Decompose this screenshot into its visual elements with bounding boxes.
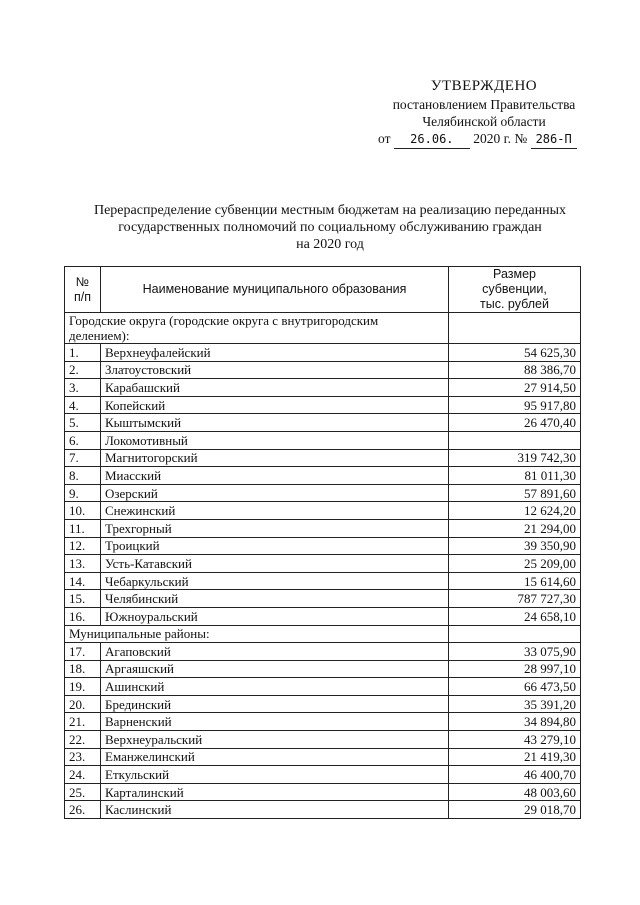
table-row — [65, 695, 581, 713]
header-amount-line-2: субвенции, — [482, 282, 547, 296]
section-urban-line-1: Городские округа (городские округа с внутригородским — [69, 313, 379, 328]
row-amount: 66 473,50 — [449, 678, 581, 696]
row-amount: 43 279,10 — [449, 731, 581, 749]
row-name: Еткульский — [101, 766, 449, 784]
table-row — [65, 590, 581, 608]
row-number: 10. — [65, 502, 101, 520]
approval-date: 26.06. — [394, 131, 470, 149]
row-number: 15. — [65, 590, 101, 608]
row-amount: 95 917,80 — [449, 396, 581, 414]
section-urban-line-2: делением): — [69, 328, 130, 343]
row-number: 13. — [65, 555, 101, 573]
approval-year: 2020 г. № — [473, 131, 528, 146]
table-row — [65, 766, 581, 784]
table-row — [65, 783, 581, 801]
row-amount: 28 997,10 — [449, 660, 581, 678]
row-number: 1. — [65, 344, 101, 362]
approval-line-1: постановлением Правительства — [392, 97, 576, 112]
row-name: Златоустовский — [101, 361, 449, 379]
row-number: 25. — [65, 783, 101, 801]
row-number: 19. — [65, 678, 101, 696]
row-amount: 46 400,70 — [449, 766, 581, 784]
row-name: Брединский — [101, 695, 449, 713]
table-row — [65, 344, 581, 362]
row-amount: 29 018,70 — [449, 801, 581, 819]
row-amount: 34 894,80 — [449, 713, 581, 731]
row-number: 17. — [65, 643, 101, 661]
row-name: Чебаркульский — [101, 572, 449, 590]
header-amount — [449, 267, 581, 313]
row-amount: 48 003,60 — [449, 783, 581, 801]
header-amount-line-3: тыс. рублей — [480, 297, 549, 311]
table-row — [65, 643, 581, 661]
approval-prefix: от — [378, 131, 391, 146]
header-name: Наименование муниципального образования — [101, 267, 449, 313]
approval-line-2: Челябинской области — [422, 114, 546, 129]
row-amount: 21 419,30 — [449, 748, 581, 766]
row-name: Локомотивный — [101, 431, 449, 449]
title-line-3: на 2020 год — [296, 237, 364, 252]
row-name: Троицкий — [101, 537, 449, 555]
section-row-urban-districts — [65, 313, 581, 344]
section-urban-districts — [65, 313, 449, 344]
row-name: Аргаяшский — [101, 660, 449, 678]
row-name: Каслинский — [101, 801, 449, 819]
row-number: 11. — [65, 519, 101, 537]
row-number: 16. — [65, 607, 101, 625]
table-row — [65, 396, 581, 414]
table-row — [65, 414, 581, 432]
row-amount: 54 625,30 — [449, 344, 581, 362]
row-amount: 319 742,30 — [449, 449, 581, 467]
row-name: Усть-Катавский — [101, 555, 449, 573]
table-row — [65, 801, 581, 819]
header-number-abbr: п/п — [73, 289, 91, 304]
section-urban-amount-empty — [449, 313, 581, 344]
table-row — [65, 555, 581, 573]
row-name: Еманжелинский — [101, 748, 449, 766]
row-number: 14. — [65, 572, 101, 590]
table-row — [65, 431, 581, 449]
table-row — [65, 361, 581, 379]
table-row — [65, 748, 581, 766]
row-amount: 35 391,20 — [449, 695, 581, 713]
table-row — [65, 519, 581, 537]
row-amount: 27 914,50 — [449, 379, 581, 397]
row-amount: 21 294,00 — [449, 519, 581, 537]
row-number: 26. — [65, 801, 101, 819]
table-row — [65, 572, 581, 590]
row-number: 4. — [65, 396, 101, 414]
row-number: 9. — [65, 484, 101, 502]
row-number: 23. — [65, 748, 101, 766]
section-row-municipal-districts — [65, 625, 581, 643]
approval-order-line — [374, 130, 594, 149]
row-amount: 15 614,60 — [449, 572, 581, 590]
row-number: 20. — [65, 695, 101, 713]
row-amount: 25 209,00 — [449, 555, 581, 573]
approval-number: 286-П — [531, 131, 577, 149]
table-row — [65, 678, 581, 696]
table-row — [65, 379, 581, 397]
table-row — [65, 484, 581, 502]
row-name: Миасский — [101, 467, 449, 485]
title-line-2: государственных полномочий по социальному обслуживанию граждан — [118, 220, 542, 235]
row-amount: 12 624,20 — [449, 502, 581, 520]
row-amount: 57 891,60 — [449, 484, 581, 502]
row-number: 6. — [65, 431, 101, 449]
row-number: 8. — [65, 467, 101, 485]
row-amount: 787 727,30 — [449, 590, 581, 608]
subvention-table — [64, 266, 581, 819]
table-row — [65, 502, 581, 520]
table-row — [65, 537, 581, 555]
row-number: 21. — [65, 713, 101, 731]
table-header-row — [65, 267, 581, 313]
row-name: Трехгорный — [101, 519, 449, 537]
table-row — [65, 713, 581, 731]
row-name: Снежинский — [101, 502, 449, 520]
approval-stamp — [374, 78, 594, 149]
row-number: 7. — [65, 449, 101, 467]
row-amount: 24 658,10 — [449, 607, 581, 625]
row-name: Верхнеуральский — [101, 731, 449, 749]
row-amount: 33 075,90 — [449, 643, 581, 661]
approval-heading: УТВЕРЖДЕНО — [430, 78, 538, 94]
header-number — [65, 267, 101, 313]
row-number: 12. — [65, 537, 101, 555]
row-name: Карталинский — [101, 783, 449, 801]
section-municipal-districts: Муниципальные районы: — [65, 625, 449, 643]
row-name: Южноуральский — [101, 607, 449, 625]
row-name: Варненский — [101, 713, 449, 731]
row-number: 18. — [65, 660, 101, 678]
row-amount: 26 470,40 — [449, 414, 581, 432]
row-name: Верхнеуфалейский — [101, 344, 449, 362]
row-name: Челябинский — [101, 590, 449, 608]
row-name: Агаповский — [101, 643, 449, 661]
row-amount — [449, 431, 581, 449]
row-number: 2. — [65, 361, 101, 379]
table-row — [65, 467, 581, 485]
row-amount: 39 350,90 — [449, 537, 581, 555]
section-municipal-amount-empty — [449, 625, 581, 643]
table-row — [65, 449, 581, 467]
header-amount-line-1: Размер — [493, 267, 536, 281]
row-name: Озерский — [101, 484, 449, 502]
row-name: Кыштымский — [101, 414, 449, 432]
row-name: Копейский — [101, 396, 449, 414]
row-number: 24. — [65, 766, 101, 784]
row-number: 3. — [65, 379, 101, 397]
title-line-1: Перераспределение субвенции местным бюджетам на реализацию переданных — [93, 203, 567, 218]
header-number-sign: № — [75, 274, 90, 289]
row-number: 22. — [65, 731, 101, 749]
row-name: Карабашский — [101, 379, 449, 397]
table-row — [65, 660, 581, 678]
row-amount: 88 386,70 — [449, 361, 581, 379]
row-number: 5. — [65, 414, 101, 432]
row-amount: 81 011,30 — [449, 467, 581, 485]
row-name: Ашинский — [101, 678, 449, 696]
row-name: Магнитогорский — [101, 449, 449, 467]
table-row — [65, 607, 581, 625]
document-title — [60, 202, 600, 253]
table-row — [65, 731, 581, 749]
